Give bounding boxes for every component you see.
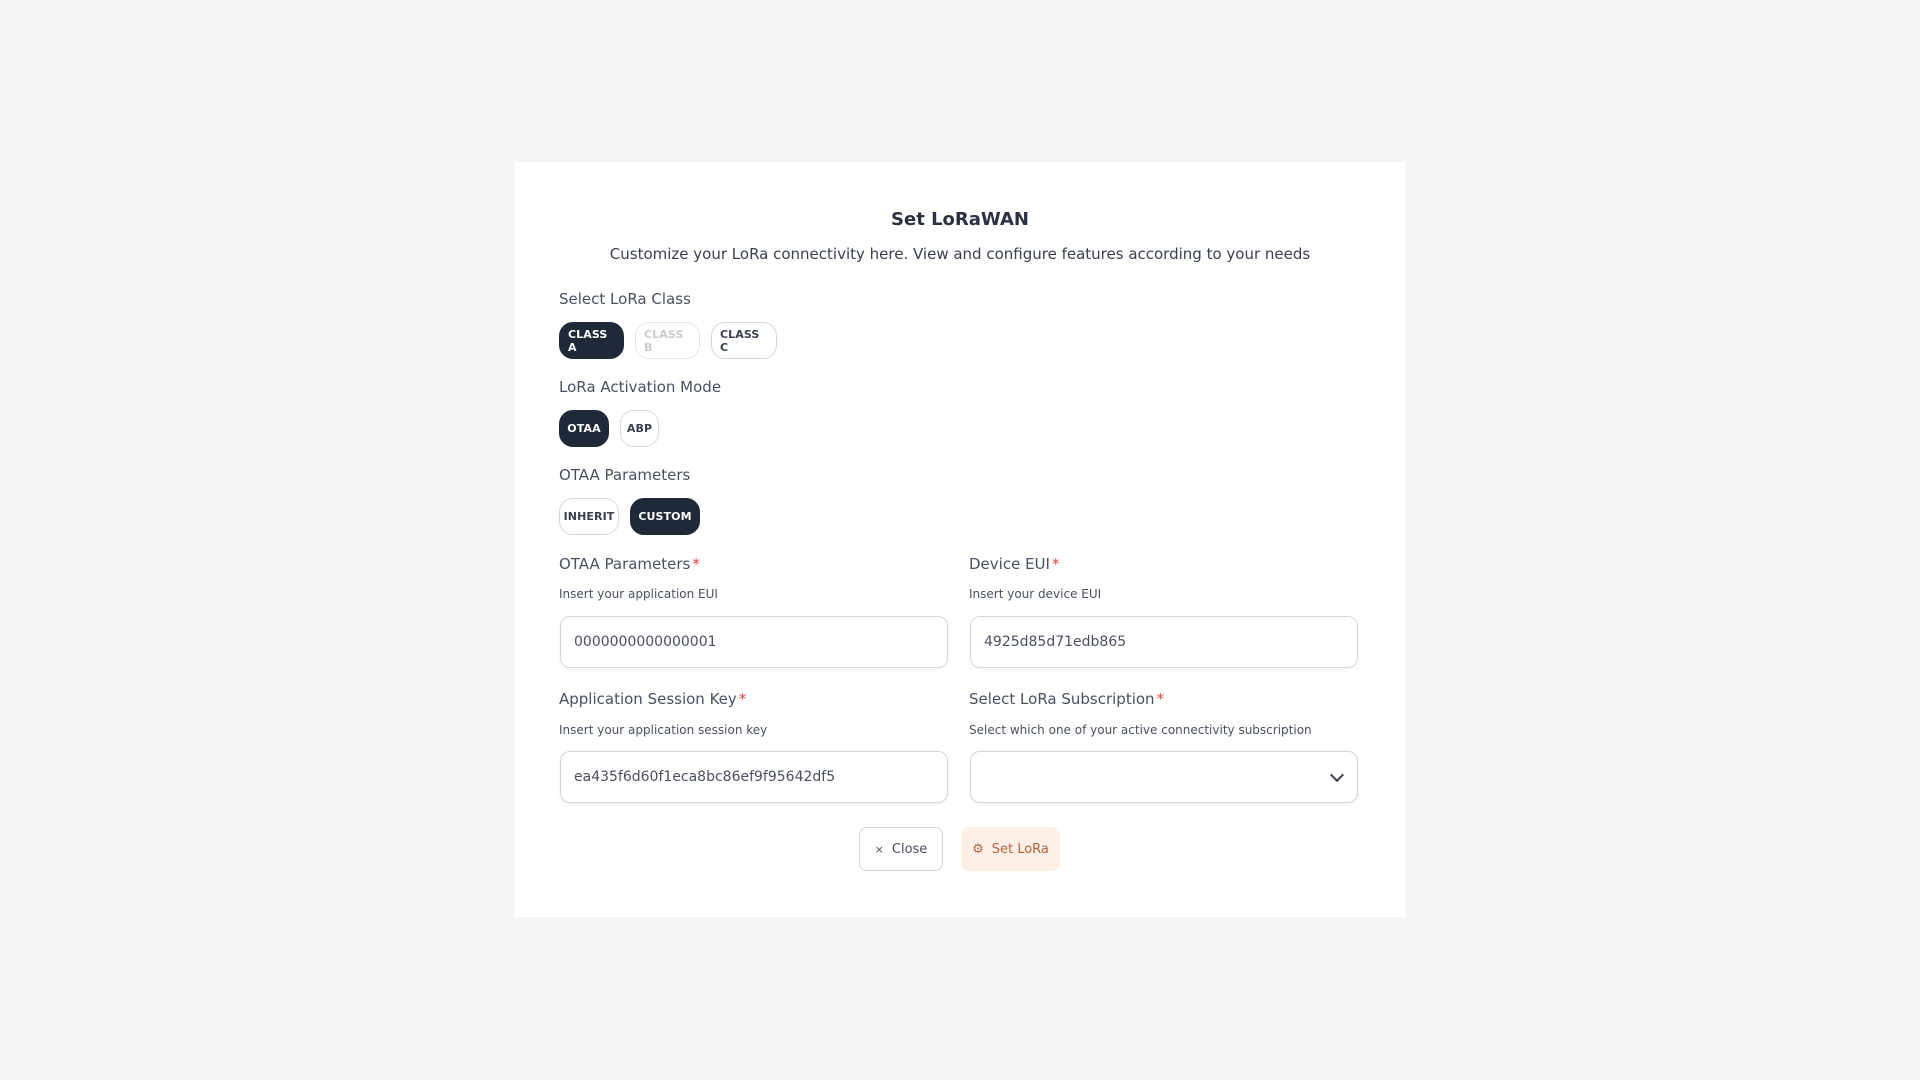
required-mark: * <box>692 555 700 573</box>
modal-subtitle: Customize your LoRa connectivity here. View and configure features according to your needs <box>609 245 1311 263</box>
activation-mode-options <box>559 410 659 447</box>
close-icon: × <box>874 842 884 856</box>
activation-mode-label: LoRa Activation Mode <box>559 378 722 396</box>
device-eui-hint: Insert your device EUI <box>969 587 1102 601</box>
device-eui-label-text: Device EUI <box>969 555 1050 573</box>
app-session-key-value: ea435f6d60f1eca8bc86ef9f95642df5 <box>574 769 836 785</box>
required-mark: * <box>1051 555 1060 573</box>
modal-title: Set LoRaWAN <box>891 209 1029 230</box>
app-session-key-hint: Insert your application session key <box>559 723 768 737</box>
set-lora-button[interactable] <box>961 827 1060 871</box>
app-session-key-label <box>559 690 746 708</box>
inherit-option[interactable]: INHERIT <box>559 498 619 535</box>
app-eui-value: 0000000000000001 <box>574 634 717 650</box>
set-lora-button-label: Set LoRa <box>991 841 1049 857</box>
required-mark: * <box>738 690 747 708</box>
device-eui-value: 4925d85d71edb865 <box>984 634 1127 650</box>
gear-icon: ⚙ <box>972 841 984 857</box>
device-eui-input[interactable] <box>970 616 1358 668</box>
subscription-label-text: Select LoRa Subscription <box>969 690 1155 708</box>
app-session-key-input[interactable] <box>560 751 948 803</box>
app-eui-input[interactable] <box>560 616 948 668</box>
app-eui-label-text: OTAA Parameters <box>559 555 691 573</box>
otaa-parameters-options <box>559 498 700 535</box>
otaa-parameters-label: OTAA Parameters <box>559 466 691 484</box>
otaa-option[interactable]: OTAA <box>559 410 609 447</box>
app-eui-hint: Insert your application EUI <box>559 587 718 601</box>
subscription-hint: Select which one of your active connectivity subscription <box>969 723 1312 737</box>
class-c-option[interactable]: CLASS C <box>711 322 777 359</box>
app-eui-label <box>559 555 700 573</box>
class-b-option: CLASS B <box>635 322 700 359</box>
close-button[interactable] <box>859 827 943 871</box>
close-button-label: Close <box>891 841 928 857</box>
device-eui-label <box>969 555 1059 573</box>
subscription-select[interactable] <box>970 751 1358 803</box>
lora-class-options <box>559 322 777 359</box>
app-session-key-label-text: Application Session Key <box>559 690 737 708</box>
chevron-down-icon <box>1330 767 1344 781</box>
lora-class-label: Select LoRa Class <box>559 290 691 308</box>
subscription-label <box>969 690 1164 708</box>
set-lorawan-modal <box>515 162 1405 917</box>
required-mark: * <box>1156 690 1165 708</box>
class-a-option[interactable]: CLASS A <box>559 322 624 359</box>
abp-option[interactable]: ABP <box>620 410 659 447</box>
custom-option[interactable]: CUSTOM <box>630 498 700 535</box>
